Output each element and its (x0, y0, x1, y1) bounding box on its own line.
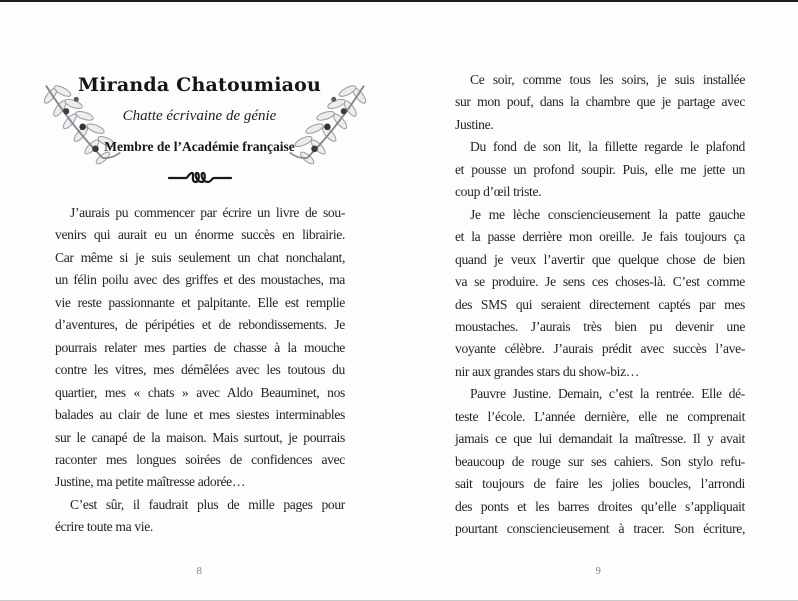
text-line: Ce soir, comme tous les soirs, je suis installée (470, 72, 745, 87)
text-line: d’aventures, de péripéties et de rebondissements. Je (55, 317, 345, 333)
chapter-author-title: Miranda Chatoumiaou (77, 74, 322, 96)
text-line: va se produire. Je sens ces choses-là. C’est comme (455, 274, 745, 290)
text-line: sur le canapé de la maison. Mais surtout, je pourrais (55, 429, 345, 445)
text-line: un félin poilu avec des griffes et des moustaches, ma (55, 272, 345, 288)
text-line: vie reste passionnante et palpitante. Elle est remplie (55, 294, 345, 310)
text-line: Pauvre Justine. Demain, c’est la rentrée. Elle dé- (470, 386, 745, 402)
text-line: C’est sûr, il faudrait plus de mille pages pour (70, 496, 345, 512)
text-line: écrire toute ma vie. (55, 519, 153, 535)
text-line: balades au clair de lune et mes siestes interminables (55, 407, 345, 423)
text-line: venirs qui aurait eu un énorme succès en librairie. (55, 227, 345, 243)
text-line: et pousse un profond soupir. Puis, elle me jette un (455, 161, 745, 177)
text-line: coup d’œil triste. (455, 184, 542, 200)
text-line: Car même si je suis seulement un chat nonchalant, (55, 249, 345, 265)
text-line: quartier, mes « chats » avec Aldo Beauminet, nos (55, 384, 345, 400)
chapter-subtitle: Chatte écrivaine de génie (122, 108, 277, 124)
page-number-right: 9 (595, 566, 602, 577)
text-line: sait toujours de faire les jolies boucles, l’arrondi (455, 476, 745, 492)
text-line: et la passe derrière mon oreille. Je fais toujours ça (455, 229, 745, 245)
text-line: nir aux grandes stars du show-biz… (455, 363, 640, 379)
text-line: J’aurais pu commencer par écrire un livre de sou- (70, 205, 345, 220)
right-page-body-text (455, 69, 745, 544)
text-line: moustaches. J’aurais très bien pu devenir une (455, 318, 745, 334)
text-line: Justine, ma petite maîtresse adorée… (55, 474, 246, 490)
left-page-body-text (55, 202, 345, 542)
text-line: raconter mes longues soirées de confidences avec (55, 451, 345, 467)
text-line: sur mon pouf, dans la chambre que je partage avec (455, 94, 745, 110)
text-line: teste l’école. L’année dernière, elle ne comprenait (455, 408, 745, 424)
text-line: des ponts et les barres droites qu’elle s’appliquait (455, 498, 745, 514)
text-line: beaucoup de rouge sur ses cahiers. Son stylo refu- (455, 453, 745, 469)
text-line: Du fond de son lit, la fillette regarde le plafond (470, 139, 745, 155)
text-line: Je me lèche consciencieusement la patte gauche (470, 206, 745, 222)
text-line: Justine. (455, 116, 494, 132)
right-page (399, 0, 798, 601)
text-line: pourrais relater mes parties de chasse à la mouche (55, 339, 345, 355)
text-line: quand je veux l’avertir que quelque chose de bien (455, 251, 745, 267)
text-line: pourtant consciencieusement à tracer. Son écriture, (455, 521, 745, 537)
text-line: des SMS qui seraient directement captés par mes (455, 296, 745, 312)
chapter-affiliation: Membre de l’Académie française (104, 139, 295, 154)
squiggle-divider-icon (0, 169, 399, 187)
text-line: contre les vitres, mes démêlées avec les toutous du (55, 362, 345, 378)
text-line: voyante célèbre. J’aurais prédit avec succès l’ave- (455, 341, 745, 357)
text-line: jamais ce que lui demandait la maîtresse. Il y avait (455, 431, 745, 447)
page-number-left: 8 (196, 566, 203, 577)
